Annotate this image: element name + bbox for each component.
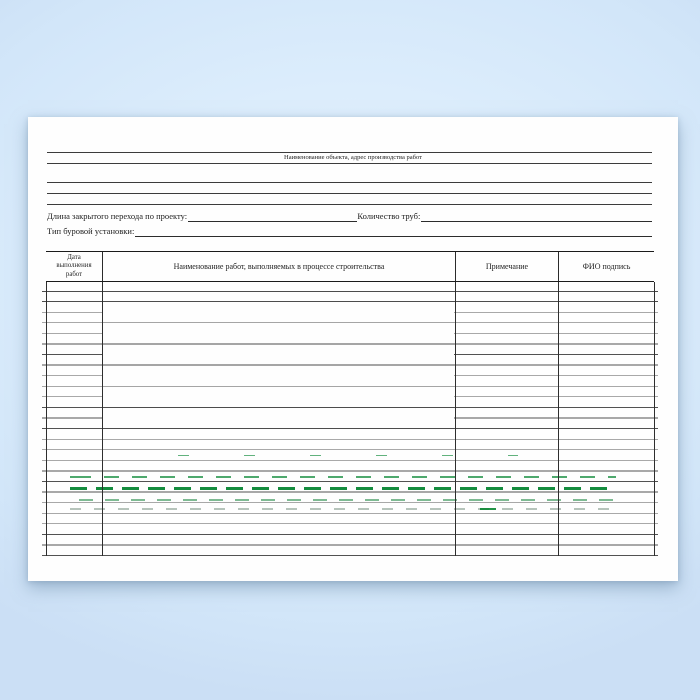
green-watermark-dashes bbox=[70, 476, 616, 478]
field-row-rig-type bbox=[47, 225, 652, 237]
scanned-form-page bbox=[28, 117, 678, 581]
green-watermark-dashes bbox=[70, 499, 616, 501]
column-header-note: Примечание bbox=[455, 252, 558, 281]
table-thin-rows bbox=[42, 282, 658, 302]
column-header-work-description: Наименование работ, выполняемых в процессе строительства bbox=[102, 252, 455, 281]
object-name-caption: Наименование объекта, адрес производства работ bbox=[284, 154, 422, 161]
rig-field-blank bbox=[135, 225, 652, 237]
table-border-right bbox=[654, 282, 655, 556]
column-header-signature: ФИО подпись bbox=[558, 252, 654, 281]
table-border-left bbox=[46, 282, 47, 556]
ruled-line bbox=[47, 163, 652, 164]
column-divider-date bbox=[102, 282, 103, 556]
ruled-line bbox=[47, 204, 652, 205]
field-row-length-and-pipes bbox=[47, 210, 652, 222]
rig-field-label: Тип буровой установки: bbox=[47, 226, 135, 236]
green-watermark-dashes bbox=[70, 508, 616, 510]
green-watermark-dash bbox=[480, 508, 496, 510]
green-watermark-dashes bbox=[70, 487, 616, 490]
column-divider-note bbox=[455, 282, 456, 556]
length-field-blank bbox=[188, 210, 357, 222]
column-header-date: Дата выполнения работ bbox=[56, 254, 92, 278]
pipes-field-blank bbox=[421, 210, 652, 222]
column-divider-signature bbox=[558, 282, 559, 556]
ruled-line bbox=[47, 182, 652, 183]
green-watermark-dashes bbox=[178, 455, 518, 457]
length-field-label: Длина закрытого перехода по проекту: bbox=[47, 211, 188, 221]
work-description-column-sparse-rows bbox=[103, 302, 454, 429]
ruled-line bbox=[47, 193, 652, 194]
table-header-row bbox=[46, 251, 654, 282]
pipes-field-label: Количество труб: bbox=[357, 211, 421, 221]
